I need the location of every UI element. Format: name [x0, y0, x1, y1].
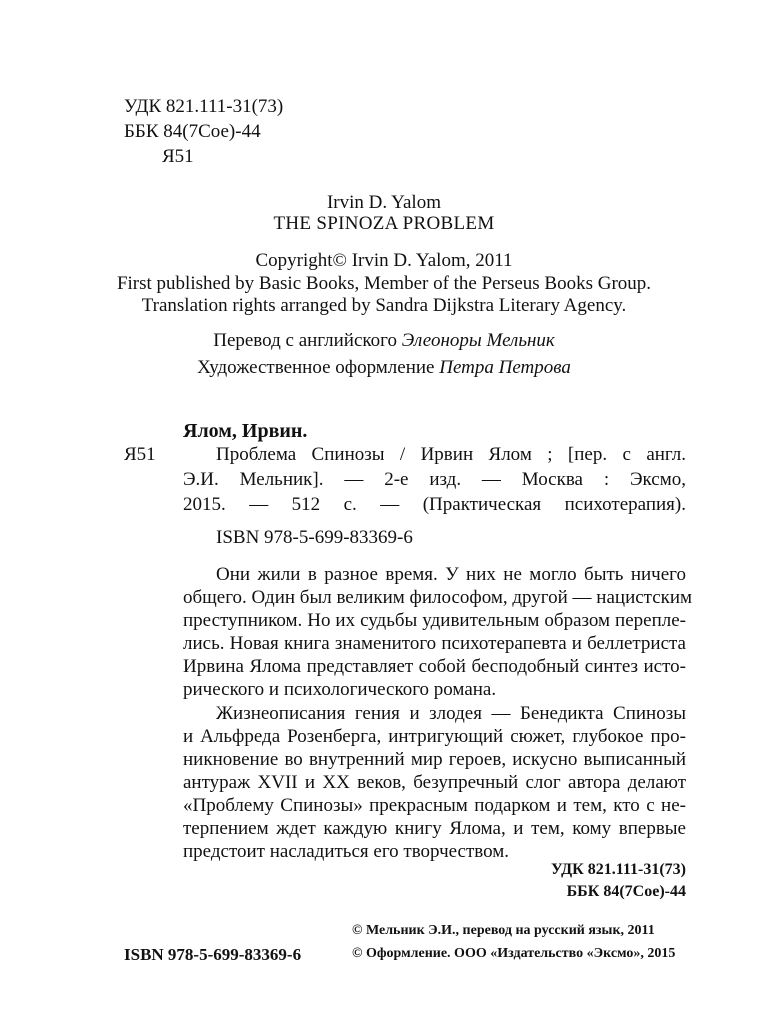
first-published-line: First published by Basic Books, Member of the Perseus Books Group.	[116, 273, 652, 294]
annotation-line: предстоит насладиться его творчеством.	[183, 841, 510, 862]
catalog-line: Проблема Спинозы / Ирвин Ялом ; [пер. с англ.	[216, 444, 686, 465]
translator-name: Элеоноры Мельник	[401, 330, 555, 351]
annotation-line: Они жили в разное время. У них не могло быть ничего	[216, 564, 686, 585]
footer-copyright-translation: © Мельник Э.И., перевод на русский язык, 2011	[352, 923, 655, 938]
udk-code: УДК 821.111-31(73)	[124, 96, 284, 117]
footer-udk: УДК 821.111-31(73)	[551, 861, 686, 878]
design-credit	[0, 357, 768, 379]
translation-credit	[0, 330, 768, 352]
annotation-line: антураж XVII и XX веков, безупречный слог автора делают	[183, 772, 686, 793]
translation-label: Перевод с английского	[213, 330, 397, 351]
annotation-line: рического и психологического романа.	[183, 679, 497, 700]
annotation-line: терпением ждет каждую книгу Ялома, и тем, кому впервые	[183, 818, 686, 839]
annotation-line: лись. Новая книга знаменитого психотерапевта и беллетриста	[183, 633, 686, 654]
catalog-line: 2015. — 512 с. — (Практическая психотерапия).	[183, 494, 686, 515]
annotation-line: «Проблему Спинозы» прекрасным подарком и тем, кто с не-	[183, 795, 686, 816]
author-mark: Я51	[162, 146, 194, 167]
copyright-line: Copyright© Irvin D. Yalom, 2011	[255, 250, 513, 271]
catalog-isbn: ISBN 978-5-699-83369-6	[216, 527, 413, 548]
translation-rights-line: Translation rights arranged by Sandra Dijkstra Literary Agency.	[141, 295, 627, 316]
designer-name: Петра Петрова	[439, 357, 571, 378]
catalog-line: Э.И. Мельник]. — 2-е изд. — Москва : Эксмо,	[183, 469, 686, 490]
original-author: Irvin D. Yalom	[326, 192, 441, 213]
annotation-line: и Альфреда Розенберга, интригующий сюжет, глубокое про-	[183, 726, 686, 747]
bbk-code: ББК 84(7Сое)-44	[124, 121, 261, 142]
catalog-mark: Я51	[124, 444, 156, 465]
annotation-line: Ирвина Ялома представляет собой бесподобный синтез исто-	[183, 656, 686, 677]
original-title: THE SPINOZA PROBLEM	[273, 213, 495, 234]
annotation-line: Жизнеописания гения и злодея — Бенедикта Спинозы	[216, 703, 686, 724]
footer-copyright-design: © Оформление. ООО «Издательство «Эксмо», 2015	[352, 946, 676, 961]
annotation-line: общего. Один был великим философом, другой — нацистским	[183, 587, 693, 608]
footer-bbk: ББК 84(7Сое)-44	[566, 883, 686, 900]
annotation-line: никновение во внутренний мир героев, искусно выписанный	[183, 749, 686, 770]
footer-isbn: ISBN 978-5-699-83369-6	[124, 945, 302, 964]
annotation-line: преступником. Но их судьбы удивительным образом перепле-	[183, 610, 686, 631]
catalog-heading: Ялом, Ирвин.	[183, 420, 308, 442]
design-label: Художественное оформление	[197, 357, 435, 378]
